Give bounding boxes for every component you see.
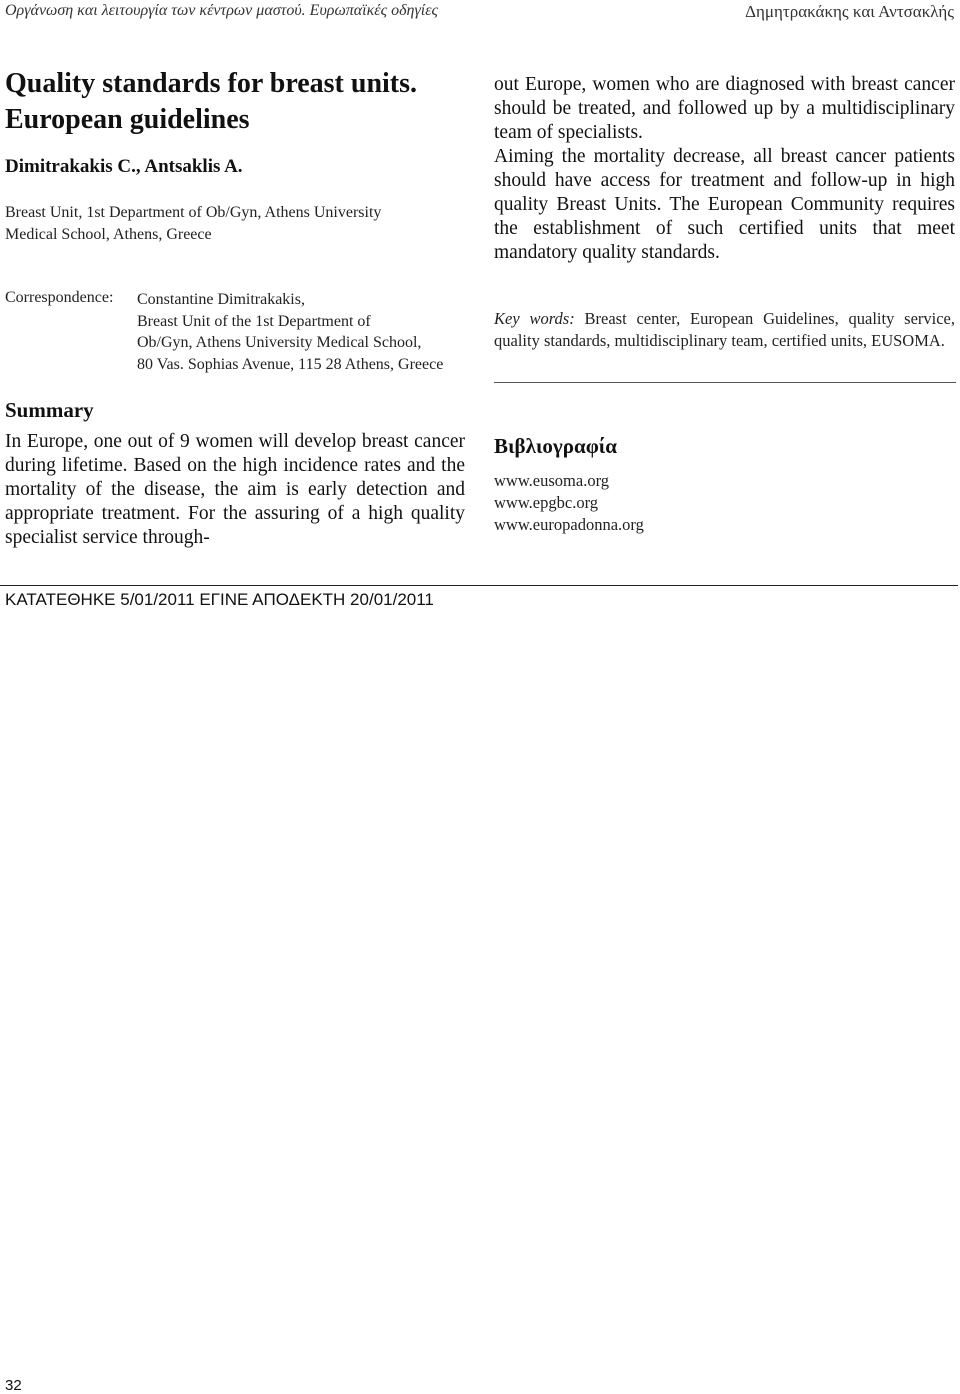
article-authors: Dimitrakakis C., Antsaklis A. (5, 156, 243, 177)
correspondence-line: Breast Unit of the 1st Department of (137, 312, 371, 330)
bibliography-link[interactable]: www.eusoma.org (494, 471, 610, 490)
affiliation-line: Breast Unit, 1st Department of Ob/Gyn, Athens University (5, 204, 382, 221)
submission-dates: ΚΑΤΑΤΕΘΗΚΕ 5/01/2011 ΕΓΙΝΕ ΑΠΟΔΕΚΤΗ 20/01/2011 (5, 590, 434, 609)
summary-text-col2 (494, 73, 955, 265)
summary-paragraph: Aiming the mortality decrease, all breast cancer patients should have access for treatment and follow-up in high quality Breast Units. The European Community requires the establishment of such certified units that meet mandatory quality standards. (494, 146, 955, 263)
bibliography-link[interactable]: www.epgbc.org (494, 493, 599, 512)
article-title (5, 66, 417, 138)
correspondence-line: 80 Vas. Sophias Avenue, 115 28 Athens, Greece (137, 355, 444, 373)
keywords-text: Breast center, European Guidelines, quality service, quality standards, multidisciplinary team, certified units, EUSOMA. (494, 309, 955, 350)
affiliation-line: Medical School, Athens, Greece (5, 226, 212, 243)
keywords-label: Key words: (494, 309, 575, 328)
summary-heading: Summary (5, 398, 94, 422)
page-number: 32 (5, 1377, 22, 1394)
article-title-line: European guidelines (5, 104, 250, 135)
correspondence-line: Ob/Gyn, Athens University Medical School, (137, 334, 422, 351)
affiliation (5, 202, 475, 246)
footer-divider (0, 585, 958, 586)
correspondence-address (137, 289, 443, 375)
running-header-title: Οργάνωση και λειτουργία των κέντρων μαστού. Ευρωπαϊκές οδηγίες (5, 2, 439, 19)
bibliography-list (494, 470, 644, 536)
correspondence-label: Correspondence: (5, 289, 114, 306)
correspondence-line: Constantine Dimitrakakis, (137, 291, 305, 308)
article-title-line: Quality standards for breast units. (5, 68, 418, 99)
keywords (494, 308, 955, 352)
summary-paragraph: out Europe, women who are diagnosed with breast cancer should be treated, and followed up by a multidisciplinary team of specialists. (494, 74, 955, 143)
divider-line (494, 382, 956, 383)
running-header-authors: Δημητρακάκης και Αντσακλής (745, 2, 954, 21)
summary-text-col1: In Europe, one out of 9 women will develop breast cancer during lifetime. Based on the high incidence rates and the mortality of the disease, the aim is early detection and appropriate treatment. For the assuring of a high quality specialist service through- (5, 431, 465, 548)
bibliography-link[interactable]: www.europadonna.org (494, 515, 644, 534)
bibliography-heading: Βιβλιογραφία (494, 434, 618, 458)
